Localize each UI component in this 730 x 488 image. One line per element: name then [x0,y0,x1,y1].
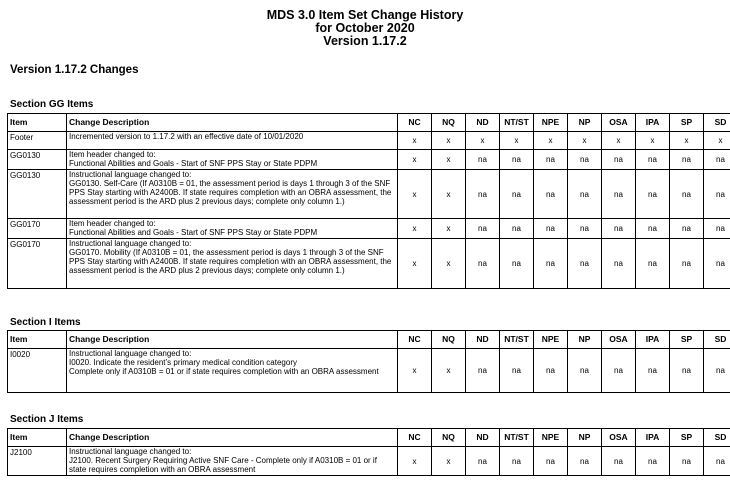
column-header: Item [8,114,67,132]
description-line: Functional Abilities and Goals - Start of SNF PPS Stay or State PDPM [69,228,318,237]
flag-cell: na [500,447,534,476]
flag-cell: x [398,150,432,170]
column-header: NP [568,331,602,349]
column-header: NPE [534,429,568,447]
change-description [67,349,398,393]
column-header: SD [704,331,730,349]
column-header: SP [670,331,704,349]
flag-cell: na [500,219,534,239]
item-code: GG0130 [8,170,67,219]
column-header: Item [8,331,67,349]
flag-cell: x [398,170,432,219]
flag-cell: x [432,132,466,150]
description-line: Item header changed to: [69,150,156,159]
flag-cell: na [534,447,568,476]
title-line: MDS 3.0 Item Set Change History [266,8,464,22]
flag-cell: x [398,239,432,289]
title-line: for October 2020 [315,21,415,35]
table-row [8,239,730,289]
flag-cell: x [432,447,466,476]
change-description [67,447,398,476]
flag-cell: na [636,150,670,170]
column-header: NC [398,114,432,132]
column-header: ND [466,429,500,447]
flag-cell: na [534,219,568,239]
flag-cell: na [500,170,534,219]
flag-cell: na [636,349,670,393]
flag-cell: na [704,150,730,170]
document-title [0,9,730,48]
flag-cell: na [670,447,704,476]
table-row [8,132,730,150]
column-header: NT/ST [500,331,534,349]
section-table [7,330,730,393]
flag-cell: x [398,349,432,393]
flag-cell: na [602,219,636,239]
description-line: Incremented version to 1.17.2 with an effective date of 10/01/2020 [69,132,304,141]
column-header: OSA [602,114,636,132]
column-header: SD [704,429,730,447]
table-row [8,447,730,476]
flag-cell: na [636,170,670,219]
item-code: GG0170 [8,239,67,289]
item-code: Footer [8,132,67,150]
flag-cell: x [398,132,432,150]
flag-cell: na [636,447,670,476]
flag-cell: na [670,349,704,393]
column-header: NQ [432,114,466,132]
flag-cell: na [704,447,730,476]
flag-cell: na [466,349,500,393]
column-header: Change Description [67,429,398,447]
change-description [67,170,398,219]
description-line: Instructional language changed to: [69,447,192,456]
column-header: SP [670,114,704,132]
column-header: Change Description [67,331,398,349]
flag-cell: na [568,150,602,170]
description-line: J2100. Recent Surgery Requiring Active SNF Care - Complete only if A0310B = 01 or if state requires completion with an OBRA assessment [69,456,377,474]
table-header-row [8,429,730,447]
flag-cell: na [704,349,730,393]
description-line: Instructional language changed to: [69,349,192,358]
column-header: ND [466,331,500,349]
column-header: IPA [636,114,670,132]
description-line: GG0170. Mobility (If A0310B = 01, the assessment period is days 1 through 3 of the SNF PPS Stay starting with A2400B. If state requires completion with an OBRA assessment, the assessment period is the ARD plus 2 previous days; complete only column 1.) [69,248,392,275]
flag-cell: x [670,132,704,150]
section-heading: Section I Items [10,317,81,328]
description-line: I0020. Indicate the resident’s primary medical condition category [69,358,297,367]
column-header: Item [8,429,67,447]
flag-cell: na [602,447,636,476]
column-header: ND [466,114,500,132]
column-header: NPE [534,331,568,349]
flag-cell: x [500,132,534,150]
flag-cell: na [568,219,602,239]
flag-cell: na [602,349,636,393]
flag-cell: na [500,349,534,393]
table-header-row [8,331,730,349]
description-line: Functional Abilities and Goals - Start of SNF PPS Stay or State PDPM [69,159,318,168]
change-description [67,132,398,150]
flag-cell: x [432,150,466,170]
flag-cell: na [602,150,636,170]
flag-cell: x [432,219,466,239]
item-code: J2100 [8,447,67,476]
column-header: NC [398,429,432,447]
flag-cell: x [466,132,500,150]
flag-cell: na [534,150,568,170]
table-row [8,219,730,239]
column-header: IPA [636,331,670,349]
flag-cell: x [398,447,432,476]
column-header: NP [568,429,602,447]
flag-cell: na [602,170,636,219]
column-header: Change Description [67,114,398,132]
description-line: Complete only if A0310B = 01 or if state requires completion with an OBRA assessment [69,367,379,376]
change-description [67,239,398,289]
item-code: I0020 [8,349,67,393]
table-row [8,349,730,393]
title-line: Version 1.17.2 [323,34,407,48]
flag-cell: x [398,219,432,239]
column-header: NT/ST [500,114,534,132]
flag-cell: x [432,349,466,393]
flag-cell: na [636,219,670,239]
flag-cell: x [602,132,636,150]
column-header: SD [704,114,730,132]
item-code: GG0130 [8,150,67,170]
flag-cell: na [704,219,730,239]
section-heading: Section J Items [10,414,84,425]
flag-cell: na [500,239,534,289]
flag-cell: na [500,150,534,170]
description-line: Instructional language changed to: [69,170,192,179]
flag-cell: na [466,170,500,219]
flag-cell: x [704,132,730,150]
change-description [67,219,398,239]
flag-cell: x [636,132,670,150]
column-header: NT/ST [500,429,534,447]
flag-cell: x [432,239,466,289]
description-line: GG0130. Self-Care (If A0310B = 01, the assessment period is days 1 through 3 of the SNF PPS Stay starting with A2400B. If state requires completion with an OBRA assessment, the assessment period is the ARD plus 2 previous days; complete only column 1.) [69,179,392,206]
flag-cell: na [466,239,500,289]
column-header: OSA [602,331,636,349]
flag-cell: na [568,447,602,476]
column-header: NQ [432,429,466,447]
column-header: NPE [534,114,568,132]
flag-cell: na [568,349,602,393]
flag-cell: na [534,349,568,393]
section-heading: Section GG Items [10,99,94,110]
flag-cell: na [568,239,602,289]
column-header: NP [568,114,602,132]
flag-cell: na [636,239,670,289]
flag-cell: na [670,170,704,219]
section-table [7,428,730,476]
flag-cell: na [466,219,500,239]
column-header: SP [670,429,704,447]
flag-cell: na [568,170,602,219]
flag-cell: na [670,219,704,239]
column-header: NC [398,331,432,349]
change-description [67,150,398,170]
flag-cell: na [704,239,730,289]
table-row [8,150,730,170]
item-code: GG0170 [8,219,67,239]
column-header: IPA [636,429,670,447]
table-row [8,170,730,219]
flag-cell: na [466,447,500,476]
flag-cell: na [466,150,500,170]
section-table [7,113,730,289]
flag-cell: na [602,239,636,289]
column-header: NQ [432,331,466,349]
flag-cell: na [704,170,730,219]
flag-cell: na [670,150,704,170]
flag-cell: x [432,170,466,219]
table-header-row [8,114,730,132]
flag-cell: x [568,132,602,150]
flag-cell: na [534,170,568,219]
flag-cell: na [534,239,568,289]
description-line: Instructional language changed to: [69,239,192,248]
flag-cell: x [534,132,568,150]
column-header: OSA [602,429,636,447]
description-line: Item header changed to: [69,219,156,228]
version-heading: Version 1.17.2 Changes [10,64,139,76]
flag-cell: na [670,239,704,289]
